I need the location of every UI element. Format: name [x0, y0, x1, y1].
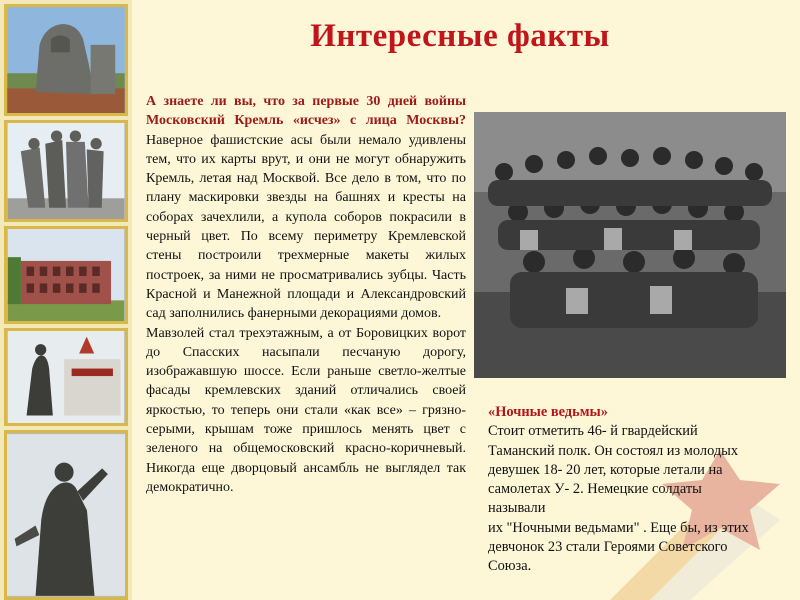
side-line-6: их "Ночными ведьмами" . Еще бы, из этих	[488, 519, 749, 536]
kremlin-paragraph	[146, 92, 466, 324]
side-line-3: девушек 18- 20 лет, которые летали на	[488, 461, 723, 478]
side-line-4	[488, 480, 784, 499]
mausoleum-paragraph: Мавзолей стал трехэтажным, а от Боровицких ворот до Спасских насыпали песчаную дорогу, изображавшую шоссе. Если раньше светло-желтые фасады кремлевских зданий отличались своей яркостью, то теперь они стали «как все» – грязно-серыми, крышам тоже пришлось менять цвет с зеленого на общемосковский красно-коричневый. Никогда еще дворцовый ансамбль не выглядел так демократично.	[146, 325, 466, 495]
kremlin-camouflage-text	[146, 92, 466, 600]
liberator-soldier-statue-image	[4, 430, 128, 600]
side-line-8: Союза.	[488, 558, 532, 575]
side-line-2: Таманский полк. Он состоял из молодых	[488, 442, 739, 459]
side-line-5: называли	[488, 500, 546, 517]
word-soldaty: солдаты	[651, 481, 702, 498]
ruined-mill-building-image	[4, 226, 128, 324]
night-witches-text	[488, 403, 784, 577]
night-witches-heading: «Ночные ведьмы»	[488, 404, 608, 420]
side-line-7: девчонок 23 стали Героями Советского	[488, 539, 728, 556]
kremlin-body: Наверное фашистские асы были немало удивлены тем, что их карты врут, и они не могут обнаружить Кремль, летая над Москвой. Все дело в том, что по плану маскировки звезды на башнях и кресты на соборах зачехлили, а купола соборов покрасили в черный цвет. По всему периметру Кремлевской стены построили трехмерные макеты жилых построек, за ними не просматривались зубцы. Часть Красной и Манежной площади и Александровский сад заполнились фанерными декорациями домов.	[146, 132, 466, 322]
motherland-sculpture-group-image	[4, 120, 128, 222]
side-line-1: Стоит отметить 46- й гвардейский	[488, 423, 698, 440]
soldier-statue-memorial-image	[4, 328, 128, 426]
photo-column	[0, 0, 132, 600]
night-witches-group-photo	[474, 112, 786, 378]
word-samolyotakh: самолетах	[488, 481, 551, 498]
slide-title: Интересные факты	[310, 18, 610, 54]
word-u: У-	[554, 481, 570, 498]
word-nemetskie: Немецкие	[587, 481, 649, 498]
war-memorial-monument-image	[4, 4, 128, 116]
word-2: 2.	[572, 481, 584, 498]
lead-question: А знаете ли вы, что за первые 30 дней войны Московский Кремль «исчез» с лица Москвы?	[146, 94, 466, 129]
